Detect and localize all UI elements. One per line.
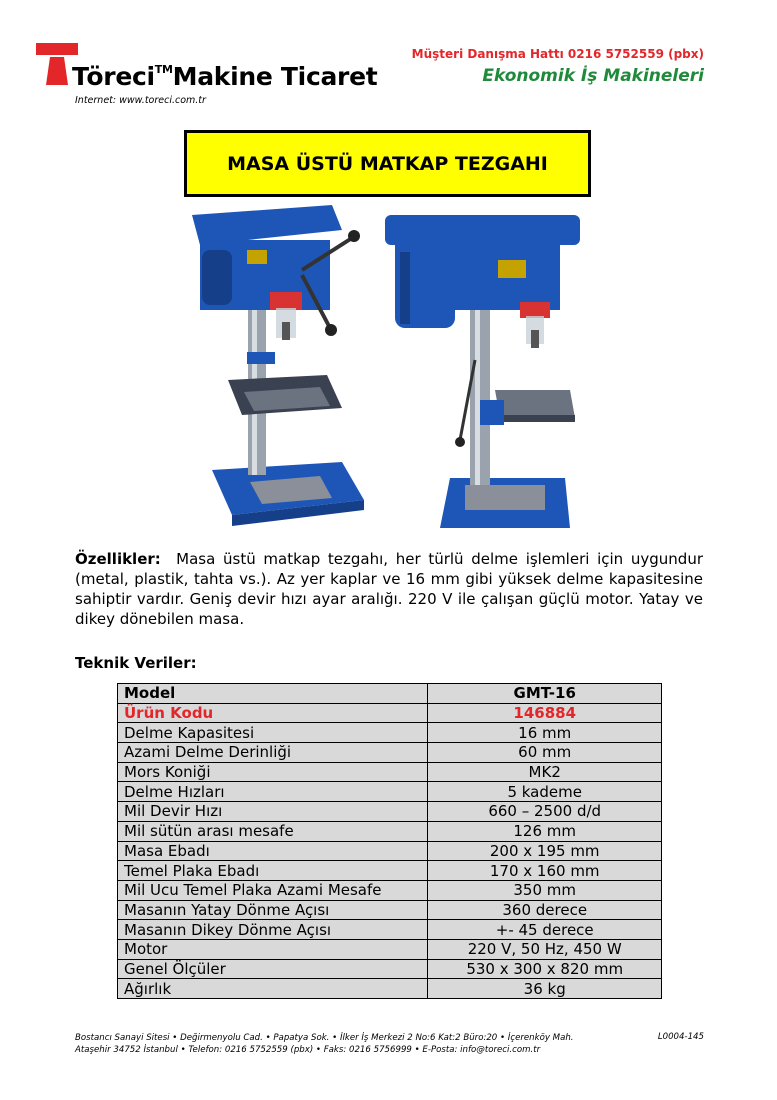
table-row: [118, 900, 662, 920]
spec-label: Mil Devir Hızı: [118, 802, 428, 822]
brand-suffix: Makine Ticaret: [172, 62, 378, 91]
spec-value: 350 mm: [428, 880, 662, 900]
spec-label: Masa Ebadı: [118, 841, 428, 861]
spec-label: Mors Koniği: [118, 762, 428, 782]
website-text: Internet: www.toreci.com.tr: [75, 95, 206, 106]
spec-label: Azami Delme Derinliği: [118, 743, 428, 763]
footer-address: [75, 1032, 574, 1056]
spec-value: +- 45 derece: [428, 920, 662, 940]
spec-value: 126 mm: [428, 821, 662, 841]
page-title: MASA ÜSTÜ MATKAP TEZGAHI: [227, 152, 548, 175]
spec-value: MK2: [428, 762, 662, 782]
spec-label: Ağırlık: [118, 979, 428, 999]
table-row: [118, 939, 662, 959]
table-row: [118, 821, 662, 841]
product-code-row: [118, 703, 662, 723]
table-row: [118, 920, 662, 940]
spec-value: 530 x 300 x 820 mm: [428, 959, 662, 979]
product-code-label: Ürün Kodu: [118, 703, 428, 723]
table-row: [118, 743, 662, 763]
table-row: [118, 880, 662, 900]
spec-value: 5 kademe: [428, 782, 662, 802]
features-label: Özellikler:: [75, 550, 161, 568]
brand-name: [72, 62, 377, 91]
table-row: [118, 723, 662, 743]
trademark-symbol: TM: [154, 62, 173, 76]
spec-label: Temel Plaka Ebadı: [118, 861, 428, 881]
table-row: [118, 959, 662, 979]
table-row: [118, 802, 662, 822]
technical-data-heading: Teknik Veriler:: [75, 654, 197, 672]
footer-line-1: Bostancı Sanayi Sitesi • Değirmenyolu Cad. • Papatya Sok. • İlker İş Merkezi 2 No:6 Kat:2 Büro:20 • İçerenköy Mah.: [75, 1033, 574, 1043]
spec-label: Delme Hızları: [118, 782, 428, 802]
header-value: GMT-16: [428, 684, 662, 704]
spec-value: 16 mm: [428, 723, 662, 743]
document-code: L0004-145: [657, 1032, 704, 1042]
product-code-value: 146884: [428, 703, 662, 723]
table-row: [118, 979, 662, 999]
spec-label: Delme Kapasitesi: [118, 723, 428, 743]
spec-label: Mil Ucu Temel Plaka Azami Mesafe: [118, 880, 428, 900]
spec-label: Motor: [118, 939, 428, 959]
spec-value: 220 V, 50 Hz, 450 W: [428, 939, 662, 959]
spec-value: 660 – 2500 d/d: [428, 802, 662, 822]
spec-value: 36 kg: [428, 979, 662, 999]
spec-value: 360 derece: [428, 900, 662, 920]
features-paragraph: [75, 549, 703, 629]
title-box: [184, 130, 591, 197]
features-text: Masa üstü matkap tezgahı, her türlü delme işlemleri için uygundur (metal, plastik, tahta vs.). Az yer kaplar ve 16 mm gibi yüksek delme kapasitesine sahiptir vardır. Geniş devir hızı ayar aralığı. 220 V ile çalışan güçlü motor. Yatay ve dikey dönebilen masa.: [75, 550, 703, 628]
table-row: [118, 861, 662, 881]
spec-value: 170 x 160 mm: [428, 861, 662, 881]
spec-label: Masanın Dikey Dönme Açısı: [118, 920, 428, 940]
table-row: [118, 762, 662, 782]
slogan-text: Ekonomik İş Makineleri: [482, 66, 704, 86]
drill-press-image-side: [380, 210, 590, 535]
spec-value: 60 mm: [428, 743, 662, 763]
table-header-row: [118, 684, 662, 704]
brand-name-text: Töreci: [72, 62, 155, 91]
spec-value: 200 x 195 mm: [428, 841, 662, 861]
spec-label: Genel Ölçüler: [118, 959, 428, 979]
spec-label: Mil sütün arası mesafe: [118, 821, 428, 841]
header-label: Model: [118, 684, 428, 704]
spec-table: [117, 683, 662, 999]
footer-line-2: Ataşehir 34752 İstanbul • Telefon: 0216 5752559 (pbx) • Faks: 0216 5756999 • E-Posta: info@toreci.com.tr: [75, 1045, 541, 1055]
hotline-text: Müşteri Danışma Hattı 0216 5752559 (pbx): [411, 47, 704, 61]
table-row: [118, 841, 662, 861]
drill-press-image-front: [192, 200, 372, 540]
table-row: [118, 782, 662, 802]
spec-label: Masanın Yatay Dönme Açısı: [118, 900, 428, 920]
